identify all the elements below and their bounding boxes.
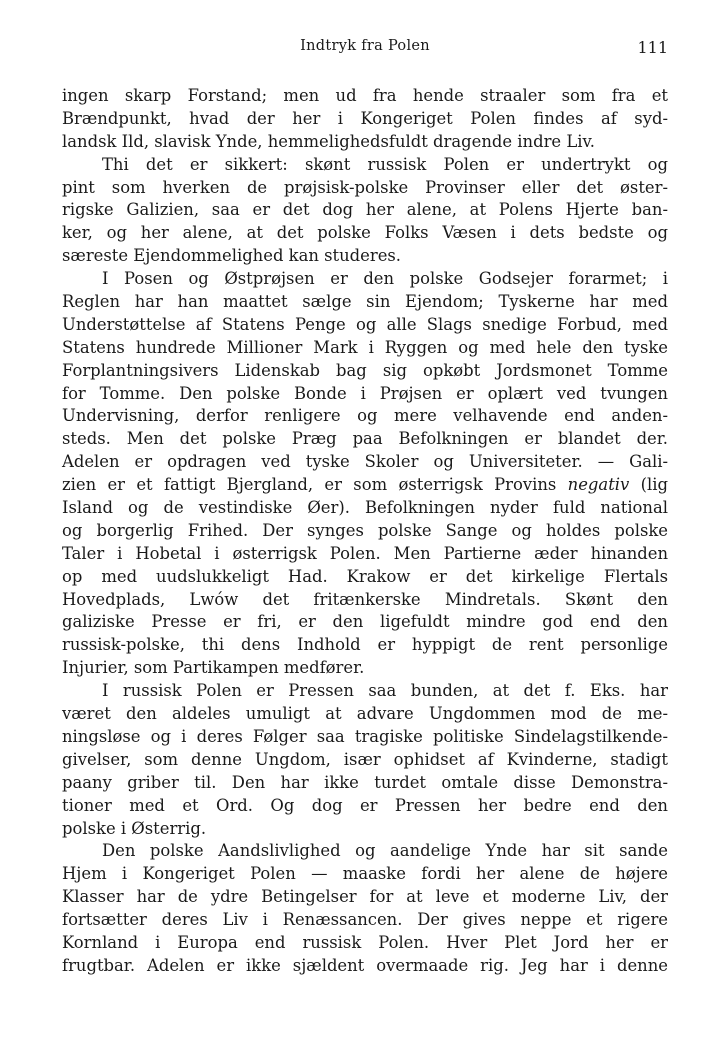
page-header [62,38,668,62]
text-line: for Tomme. Den polske Bonde i Prøjsen er oplært ved tvungen [62,383,668,403]
text-line: op med uudslukkeligt Had. Krakow er det kirkelige Flertals [62,566,668,586]
text-line: Adelen er opdragen ved tyske Skoler og Universiteter. — Gali- [62,452,668,472]
text-line: Island og de vestindiske Øer). Befolkningen nyder fuld national [62,498,668,518]
paragraph-start-line: Den polske Aandslivlighed og aandelige Ynde har sit sande [102,841,668,861]
text-line: pint som hverken de prøjsisk-polske Provinser eller det øster- [62,177,668,197]
text-line: frugtbar. Adelen er ikke sjældent overmaade rig. Jeg har i denne [62,955,668,975]
text-line: ingen skarp Forstand; men ud fra hende straaler som fra et [62,86,668,105]
emphasis-word: negativ [567,475,630,495]
text-segment: (lig [629,475,668,495]
text-line: Understøttelse af Statens Penge og alle Slags snedige Forbud, med [62,314,668,334]
text-line: rigske Galizien, saa er det dog her alene, at Polens Hjerte ban- [62,200,668,220]
text-line: særeste Ejendommelighed kan studeres. [62,246,402,266]
text-segment: zien er et fattigt Bjergland, er som østerrigsk Provins [62,475,568,495]
paragraph-start-line: Thi det er sikkert: skønt russisk Polen er undertrykt og [102,154,668,174]
paragraph-start-line: I russisk Polen er Pressen saa bunden, at det f. Eks. har [102,681,668,701]
text-line: været den aldeles umuligt at advare Ungdommen mod de me- [62,704,668,724]
paragraph-start-line: I Posen og Østprøjsen er den polske Godsejer forarmet; i [102,269,668,289]
text-line: Forplantningsivers Lidenskab bag sig opkøbt Jordsmonet Tomme [62,360,668,380]
text-line: landsk Ild, slavisk Ynde, hemmelighedsfuldt dragende indre Liv. [62,131,595,151]
text-line: fortsætter deres Liv i Renæssancen. Der gives neppe et rigere [62,910,668,930]
text-line: Injurier, som Partikampen medfører. [62,658,365,678]
text-line: Reglen har han maattet sælge sin Ejendom; Tyskerne har med [62,292,668,312]
body-text [62,85,668,978]
text-line: Hovedplads, Lwów det fritænkerske Mindretals. Skønt den [62,589,668,609]
text-line: givelser, som denne Ungdom, især ophidset af Kvinderne, stadigt [62,749,668,769]
text-line: Undervisning, derfor renligere og mere velhavende end anden- [62,406,668,426]
text-line: Kornland i Europa end russisk Polen. Hver Plet Jord her er [62,932,668,952]
text-line: Klasser har de ydre Betingelser for at leve et moderne Liv, der [62,887,668,907]
text-line: russisk-polske, thi dens Indhold er hyppigt de rent personlige [62,635,668,655]
text-line: ker, og her alene, at det polske Folks Væsen i dets bedste og [62,223,668,243]
text-line: og borgerlig Frihed. Der synges polske Sange og holdes polske [62,520,668,540]
text-line-with-emphasis [62,474,668,497]
text-line: Taler i Hobetal i østerrigsk Polen. Men Partierne æder hinanden [62,543,668,563]
text-line: ningsløse og i deres Følger saa tragiske politiske Sindelagstilkende- [62,726,668,746]
text-line: polske i Østerrig. [62,818,207,838]
text-line: tioner med et Ord. Og dog er Pressen her bedre end den [62,795,668,815]
text-line: Brændpunkt, hvad der her i Kongeriget Polen findes af syd- [62,108,668,128]
running-title: Indtryk fra Polen [300,38,430,54]
text-line: paany griber til. Den har ikke turdet omtale disse Demonstra- [62,772,668,792]
text-line: steds. Men det polske Præg paa Befolkningen er blandet der. [62,429,668,449]
text-line: Statens hundrede Millioner Mark i Ryggen og med hele den tyske [62,337,668,357]
text-line: galiziske Presse er fri, er den ligefuldt mindre god end den [62,612,668,632]
text-line: Hjem i Kongeriget Polen — maaske fordi her alene de højere [62,864,668,884]
page-number: 111 [637,38,668,57]
